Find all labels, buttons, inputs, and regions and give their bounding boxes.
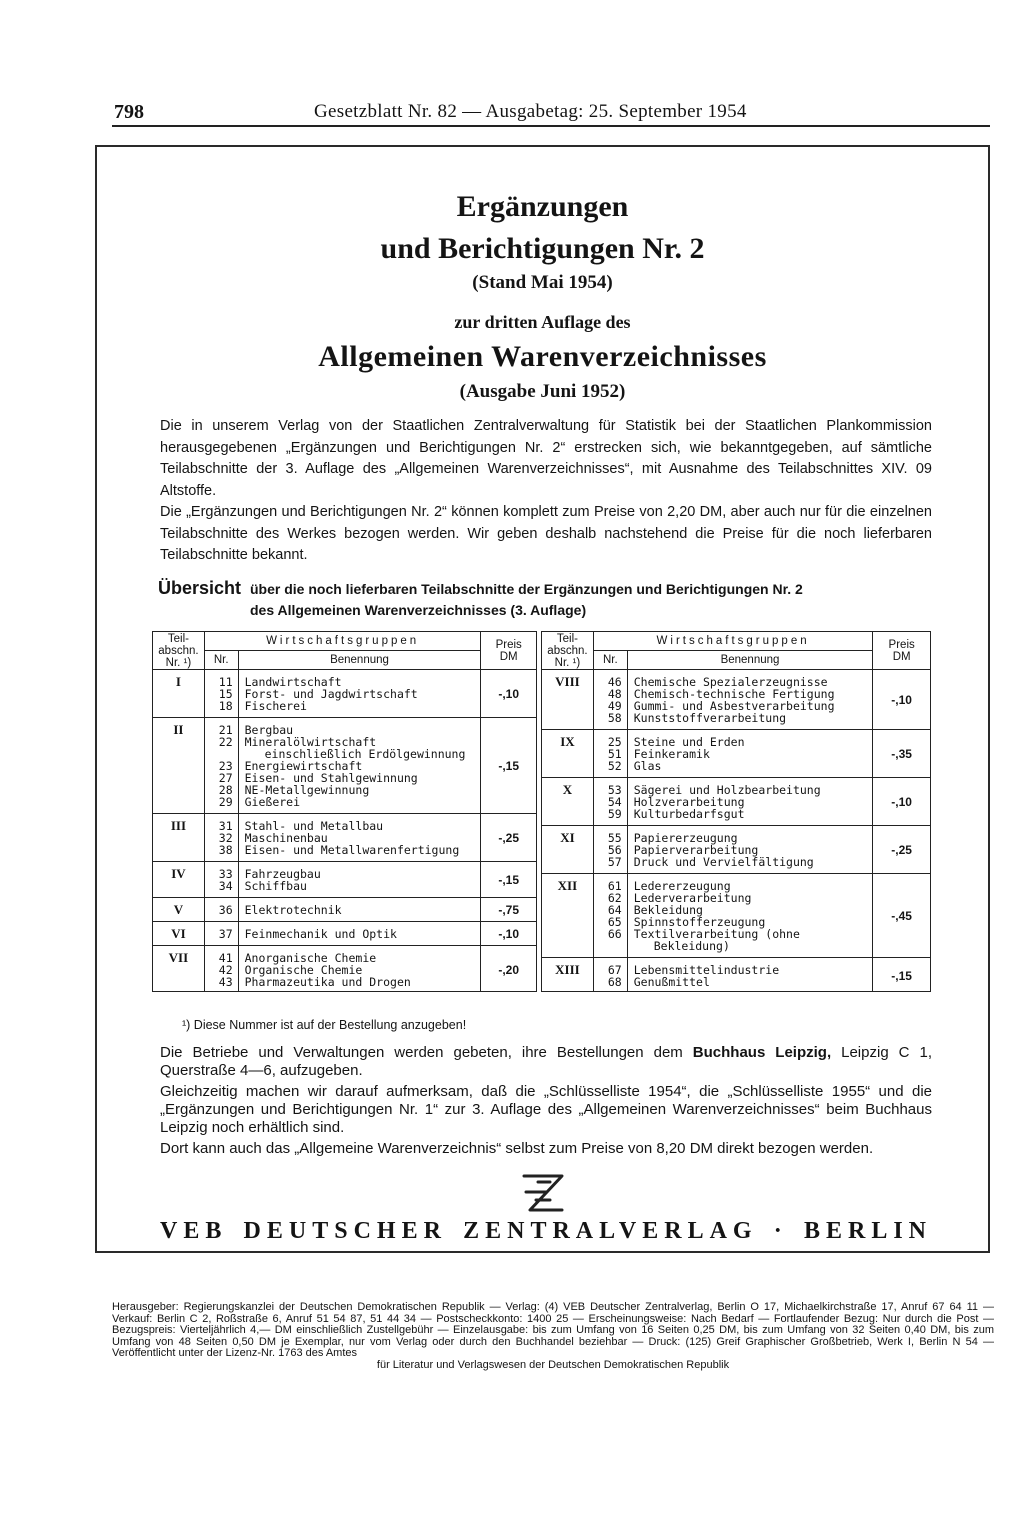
group-nr: 65 — [607, 915, 622, 929]
group-names — [627, 826, 873, 874]
direct-order-note: Dort kann auch das „Allgemeine Warenverzeichnis“ selbst zum Preise von 8,20 DM direkt bezogen werden. — [160, 1140, 874, 1157]
group-numbers — [593, 778, 627, 826]
notice-subtitle: zur dritten Auflage des — [454, 312, 631, 332]
col-header-nr: Nr. — [204, 651, 238, 670]
group-name: Mineralölwirtschaft — [244, 735, 377, 749]
group-names — [238, 922, 481, 946]
group-nr: 25 — [607, 735, 622, 749]
table-row — [542, 958, 931, 992]
abschnitt-number: IX — [542, 730, 594, 778]
group-nr: 28 — [218, 783, 233, 797]
group-name: Organische Chemie — [244, 963, 363, 977]
group-nr: 67 — [607, 963, 622, 977]
group-name: Holzverarbeitung — [633, 795, 745, 809]
group-name: Feinkeramik — [633, 747, 710, 761]
group-name: Fischerei — [244, 699, 307, 713]
group-name: Bekleidung — [633, 903, 703, 917]
group-numbers — [204, 898, 238, 922]
group-nr: 22 — [218, 735, 233, 749]
group-nr: 23 — [218, 759, 233, 773]
group-nr: 54 — [607, 795, 622, 809]
group-names — [627, 958, 873, 992]
price-cell: -,45 — [873, 874, 931, 958]
intro-paragraph: Die in unserem Verlag von der Staatlichen Zentralverwaltung für Statistik bei der Staatlichen Plankommission herausgegebenen „Ergänzungen und Berichtigungen Nr. 2“ erstrecken sich, wie bekanntgegeben, auf sämtliche Teilabschnitte der 3. Auflage des „Allgemeinen Warenverzeichnisses“, mit Ausnahme des Teilabschnittes XIV. 09 Altstoffe. — [160, 418, 932, 499]
notice-stand: (Stand Mai 1954) — [472, 272, 613, 293]
group-name: Forst- und Jagdwirtschaft — [244, 687, 418, 701]
table-row — [542, 778, 931, 826]
col-header-benennung: Benennung — [238, 651, 481, 670]
notice-title-line2: und Berichtigungen Nr. 2 — [380, 232, 705, 265]
closing-text — [160, 1044, 932, 1161]
col-header-nr: Nr. — [593, 651, 627, 670]
group-numbers — [593, 730, 627, 778]
group-nr: 56 — [607, 843, 622, 857]
abschnitt-number: II — [153, 718, 205, 814]
group-nr: 53 — [607, 783, 622, 797]
group-nr: 34 — [218, 879, 233, 893]
group-numbers — [204, 946, 238, 992]
group-nr: 66 — [607, 927, 622, 941]
group-name: Maschinenbau — [244, 831, 328, 845]
group-name: Ledererzeugung — [633, 879, 731, 893]
group-names — [238, 670, 481, 718]
group-name: Textilverarbeitung (ohne — [633, 927, 800, 941]
group-name: Papierverarbeitung — [633, 843, 759, 857]
group-name: Chemisch-technische Fertigung — [633, 687, 835, 701]
table-row — [153, 814, 537, 862]
price-cell: -,10 — [481, 922, 537, 946]
table-row — [542, 670, 931, 730]
group-nr: 11 — [218, 675, 233, 689]
group-name: Kunststoffverarbeitung — [633, 711, 787, 725]
overview-line2: des Allgemeinen Warenverzeichnisses (3. Auflage) — [250, 602, 587, 618]
price-cell: -,35 — [873, 730, 931, 778]
abschnitt-number: VII — [153, 946, 205, 992]
table-row — [153, 922, 537, 946]
price-cell: -,15 — [873, 958, 931, 992]
group-name: Genußmittel — [633, 975, 710, 989]
group-nr: 49 — [607, 699, 622, 713]
group-nr — [594, 940, 622, 952]
price-cell: -,10 — [481, 670, 537, 718]
abschnitt-number: III — [153, 814, 205, 862]
group-names — [238, 946, 481, 992]
group-name: Lederverarbeitung — [633, 891, 752, 905]
notice-edition: (Ausgabe Juni 1952) — [459, 381, 626, 402]
group-name: Fahrzeugbau — [244, 867, 321, 881]
table-footnote: ¹) Diese Nummer ist auf der Bestellung anzugeben! — [182, 1018, 467, 1032]
abschnitt-number: V — [153, 898, 205, 922]
group-name: Gießerei — [244, 795, 301, 809]
group-names — [627, 730, 873, 778]
col-header-wirtschaftsgruppen: Wirtschaftsgruppen — [593, 632, 872, 651]
group-name: Glas — [633, 759, 662, 773]
col-header-preis: Preis DM — [481, 632, 537, 670]
group-nr: 51 — [607, 747, 622, 761]
group-nr: 46 — [607, 675, 622, 689]
price-cell: -,20 — [481, 946, 537, 992]
price-cell: -,15 — [481, 718, 537, 814]
col-header-teilabschnitt: Teil- abschn. Nr. ¹) — [542, 632, 594, 670]
page-number: 798 — [114, 101, 144, 123]
group-nr: 64 — [607, 903, 622, 917]
imprint — [112, 1302, 994, 1371]
group-nr: 57 — [607, 855, 622, 869]
group-nr: 27 — [218, 771, 233, 785]
group-names — [238, 814, 481, 862]
group-numbers — [593, 874, 627, 958]
group-nr: 58 — [607, 711, 622, 725]
order-instructions: Die Betriebe und Verwaltungen werden gebeten, ihre Bestellungen dem Buchhaus Leipzig, Leipzig C 1, Querstraße 4—6, aufzugeben. — [160, 1044, 932, 1079]
group-name: Lebensmittelindustrie — [633, 963, 780, 977]
table-row — [153, 946, 537, 992]
group-nr: 36 — [218, 903, 233, 917]
group-numbers — [204, 814, 238, 862]
group-nr: 59 — [607, 807, 622, 821]
overview-heading: Übersicht — [158, 578, 242, 598]
table-row — [153, 898, 537, 922]
group-nr: 43 — [218, 975, 233, 989]
group-nr: 52 — [607, 759, 622, 773]
group-name: Elektrotechnik — [244, 903, 342, 917]
group-nr: 31 — [218, 819, 233, 833]
group-name: Bekleidung) — [653, 939, 730, 953]
group-nr: 29 — [218, 795, 233, 809]
abschnitt-number: XII — [542, 874, 594, 958]
abschnitt-number: XIII — [542, 958, 594, 992]
group-names — [238, 862, 481, 898]
group-nr: 38 — [218, 843, 233, 857]
publisher-name: VEB DEUTSCHER ZENTRALVERLAG · BERLIN — [160, 1218, 932, 1244]
group-name: Stahl- und Metallbau — [244, 819, 384, 833]
abschnitt-number: X — [542, 778, 594, 826]
group-nr: 61 — [607, 879, 622, 893]
price-cell: -,75 — [481, 898, 537, 922]
group-name: Pharmazeutika und Drogen — [244, 975, 411, 989]
col-header-wirtschaftsgruppen: Wirtschaftsgruppen — [204, 632, 481, 651]
group-names — [238, 898, 481, 922]
overview-table-left — [152, 631, 537, 992]
group-nr: 33 — [218, 867, 233, 881]
price-cell: -,10 — [873, 778, 931, 826]
abschnitt-number: XI — [542, 826, 594, 874]
group-numbers — [204, 922, 238, 946]
table-row — [542, 826, 931, 874]
group-nr: 32 — [218, 831, 233, 845]
group-name: Bergbau — [244, 723, 294, 737]
table-row — [153, 862, 537, 898]
overview-table-right — [541, 631, 931, 992]
group-names — [238, 718, 481, 814]
col-header-preis: Preis DM — [873, 632, 931, 670]
group-name: einschließlich Erdölgewinnung — [264, 747, 466, 761]
group-name: Druck und Vervielfältigung — [633, 855, 814, 869]
table-row — [153, 718, 537, 814]
header-rule — [112, 125, 990, 127]
group-name: NE-Metallgewinnung — [244, 783, 370, 797]
group-name: Kulturbedarfsgut — [633, 807, 745, 821]
group-names — [627, 874, 873, 958]
price-paragraph: Die „Ergänzungen und Berichtigungen Nr. 2“ können komplett zum Preise von 2,20 DM, aber auch nur für die einzelnen Teilabschnitte des Werkes bezogen werden. Wir geben deshalb nachstehend die Preise für die noch lieferbaren Teilabschnitte bekannt. — [160, 504, 932, 563]
overview-line1: über die noch lieferbaren Teilabschnitte der Ergänzungen und Berichtigungen Nr. 2 — [250, 581, 803, 597]
imprint-last-line: für Literatur und Verlagswesen der Deutschen Demokratischen Republik — [376, 1358, 730, 1371]
col-header-benennung: Benennung — [627, 651, 873, 670]
price-cell: -,10 — [873, 670, 931, 730]
abschnitt-number: VIII — [542, 670, 594, 730]
table-row — [542, 730, 931, 778]
group-nr: 18 — [218, 699, 233, 713]
group-numbers — [593, 958, 627, 992]
group-nr: 62 — [607, 891, 622, 905]
group-numbers — [204, 670, 238, 718]
group-name: Gummi- und Asbestverarbeitung — [633, 699, 835, 713]
overview-subheading — [250, 580, 934, 620]
group-nr: 41 — [218, 951, 233, 965]
group-nr: 48 — [607, 687, 622, 701]
group-name: Energiewirtschaft — [244, 759, 363, 773]
group-names — [627, 778, 873, 826]
publisher-logo-icon — [516, 1170, 570, 1216]
price-cell: -,25 — [873, 826, 931, 874]
group-nr: 21 — [218, 723, 233, 737]
availability-note: Gleichzeitig machen wir darauf aufmerksam, daß die „Schlüsselliste 1954“, die „Schlüsselliste 1955“ und die „Ergänzungen und Berichtigungen Nr. 1“ zur 3. Auflage des „Allgemeinen Warenverzeichnisses“ beim Buchhaus Leipzig noch erhältlich sind. — [160, 1083, 932, 1136]
group-numbers — [593, 670, 627, 730]
group-nr: 42 — [218, 963, 233, 977]
abschnitt-number: I — [153, 670, 205, 718]
group-name: Steine und Erden — [633, 735, 745, 749]
group-name: Chemische Spezialerzeugnisse — [633, 675, 828, 689]
table-row — [153, 670, 537, 718]
abschnitt-number: IV — [153, 862, 205, 898]
col-header-teilabschnitt: Teil- abschn. Nr. ¹) — [153, 632, 205, 670]
group-nr: 15 — [218, 687, 233, 701]
group-nr: 68 — [607, 975, 622, 989]
price-cell: -,15 — [481, 862, 537, 898]
group-names — [627, 670, 873, 730]
group-nr: 37 — [218, 927, 233, 941]
group-name: Spinnstofferzeugung — [633, 915, 766, 929]
table-row — [542, 874, 931, 958]
group-name: Eisen- und Stahlgewinnung — [244, 771, 418, 785]
group-name: Landwirtschaft — [244, 675, 342, 689]
imprint-text: Herausgeber: Regierungskanzlei der Deutschen Demokratischen Republik — Verlag: (4) VEB Deutscher Zentralverlag, Berlin O 17, Michaelkirchstraße 17, Anruf 67 64 11 — Verkauf: Berlin C 2, Roßstraße 6, Anruf 51 54 87, 51 44 34 — Postscheckkonto: 1400 25 — Erscheinungsweise: Nach Bedarf — Fortlaufender Bezug: Nur durch die Post — Bezugspreis: Vierteljährlich 4,— DM einschließlich Zustellgebühr — Einzelausgabe: bis zum Umfang von 16 Seiten 0,25 DM, bis zum Umfang von 32 Seiten 0,40 DM, bis zum Umfang von 48 Seiten 0,50 DM je Exemplar, nur vom Verlag oder durch den Buchhandel beziehbar — Druck: (125) Greif Graphischer Großbetrieb, Werk I, Berlin N 54 — Veröffentlicht unter der Lizenz-Nr. 1763 des Amtes — [112, 1301, 994, 1359]
group-numbers — [204, 862, 238, 898]
notice-work-title: Allgemeinen Warenverzeichnisses — [318, 340, 767, 373]
group-numbers — [593, 826, 627, 874]
group-nr: 55 — [607, 831, 622, 845]
gazette-header: Gesetzblatt Nr. 82 — Ausgabetag: 25. September 1954 — [314, 101, 747, 122]
notice-title-line1: Ergänzungen — [456, 190, 629, 223]
abschnitt-number: VI — [153, 922, 205, 946]
group-numbers — [204, 718, 238, 814]
group-name: Eisen- und Metallwarenfertigung — [244, 843, 460, 857]
price-cell: -,25 — [481, 814, 537, 862]
group-name: Sägerei und Holzbearbeitung — [633, 783, 821, 797]
bookshop-name: Buchhaus Leipzig, — [692, 1044, 832, 1061]
group-name: Papiererzeugung — [633, 831, 738, 845]
group-name: Feinmechanik und Optik — [244, 927, 397, 941]
group-name: Anorganische Chemie — [244, 951, 377, 965]
group-name: Schiffbau — [244, 879, 307, 893]
